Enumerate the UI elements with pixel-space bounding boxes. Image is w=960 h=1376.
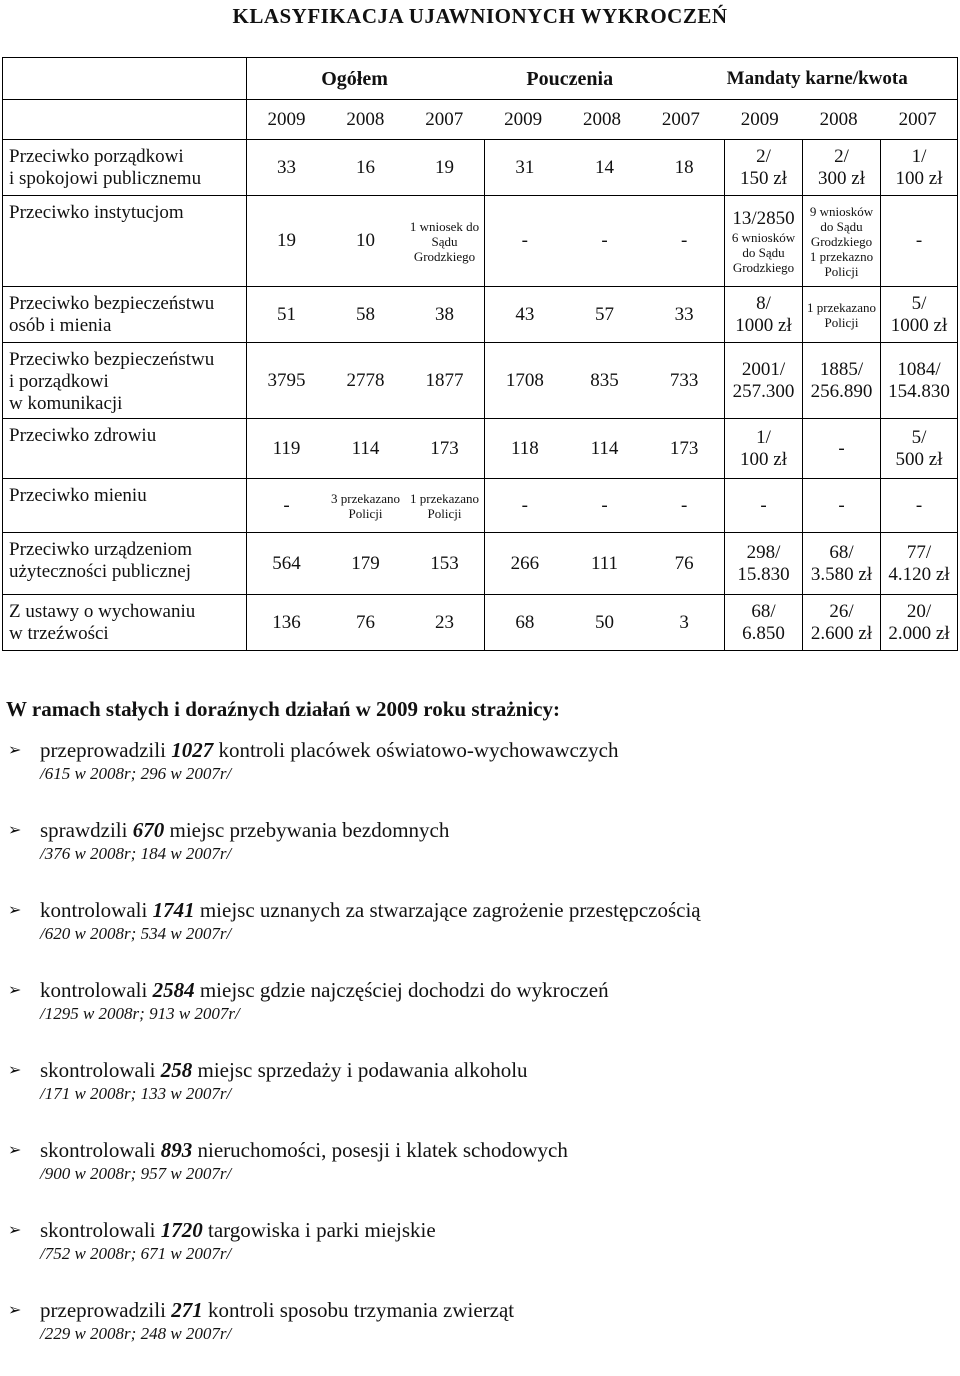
table-row — [3, 533, 958, 595]
pouczenia-cell — [485, 287, 725, 343]
activity-text — [40, 1056, 940, 1084]
table-row — [3, 595, 958, 651]
pouczenia-value: 266 — [510, 552, 540, 574]
mandaty-cell — [881, 595, 958, 651]
category-line: w trzeźwości — [9, 623, 109, 644]
ogolem-values — [247, 304, 484, 326]
pouczenia-value: 33 — [674, 303, 694, 325]
mandaty-line: 6 wniosków do Sądu Grodzkiego — [731, 229, 796, 275]
activity-verb: skontrolowali — [40, 1218, 161, 1242]
pouczenia-values — [485, 612, 724, 634]
mandaty-line: 5/ — [911, 292, 927, 314]
pouczenia-cell — [485, 140, 725, 196]
mandaty-line: 100 zł — [740, 448, 787, 470]
category-line: Przeciwko zdrowiu — [9, 425, 157, 446]
mandaty-cell — [725, 140, 803, 196]
table-row — [3, 343, 958, 419]
row-category — [3, 140, 247, 196]
activity-verb: skontrolowali — [40, 1138, 161, 1162]
activity-text — [40, 1216, 940, 1244]
table-row — [3, 140, 958, 196]
mandaty-line: 2001/ — [741, 358, 786, 380]
activity-count: 893 — [160, 1138, 193, 1162]
mandaty-line: 154.830 — [888, 380, 950, 402]
activity-verb: przeprowadzili — [40, 738, 172, 762]
mandaty-cell — [881, 196, 958, 287]
pouczenia-cell — [485, 595, 725, 651]
activity-count: 670 — [132, 818, 165, 842]
ogolem-value: 76 — [356, 611, 375, 633]
mandaty-line: 3.580 zł — [810, 563, 873, 585]
mandaty-cell — [803, 287, 881, 343]
activity-description: kontroli placówek oświatowo-wychowawczych — [213, 738, 619, 762]
ogolem-value: 173 — [430, 437, 459, 459]
pouczenia-value: - — [601, 230, 608, 251]
category-line: i spokojowi publicznemu — [9, 168, 202, 189]
pouczenia-values — [485, 370, 724, 392]
ogolem-value: 3795 — [267, 369, 306, 391]
year-row — [247, 109, 957, 131]
category-line: Przeciwko porządkowi — [9, 146, 184, 167]
pouczenia-value: 114 — [590, 437, 619, 459]
pouczenia-cell — [485, 419, 725, 479]
mandaty-line: 257.300 — [732, 380, 795, 402]
mandaty-line: 1/ — [756, 426, 771, 448]
pouczenia-value: 18 — [674, 156, 694, 178]
arrow-bullet-icon: ➢ — [8, 1300, 22, 1319]
arrow-bullet-icon: ➢ — [8, 980, 22, 999]
mandaty-cell — [881, 343, 958, 419]
activity-description: kontroli sposobu trzymania zwierząt — [202, 1298, 515, 1322]
activity-count: 2584 — [152, 978, 195, 1002]
activity-previous: /752 w 2008r; 671 w 2007r/ — [40, 1244, 232, 1263]
mandaty-cell — [725, 419, 803, 479]
page-title: KLASYFIKACJA UJAWNIONYCH WYKROCZEŃ — [232, 4, 728, 28]
mandaty-line: 1000 zł — [735, 314, 792, 336]
mandaty-line: 298/ — [746, 541, 781, 563]
violations-table — [2, 57, 958, 651]
mandaty-line: - — [915, 494, 923, 516]
pouczenia-values — [485, 553, 724, 575]
mandaty-cell — [803, 343, 881, 419]
list-item — [0, 1296, 940, 1376]
activity-previous: /620 w 2008r; 534 w 2007r/ — [40, 924, 232, 943]
activity-previous: /615 w 2008r; 296 w 2007r/ — [40, 764, 232, 783]
mandaty-line: 256.890 — [810, 380, 873, 402]
mandaty-line: 2/ — [834, 145, 849, 167]
mandaty-cell — [881, 419, 958, 479]
activity-verb: przeprowadzili — [40, 1298, 172, 1322]
mandaty-cell — [725, 196, 803, 287]
year-2: 2007 — [425, 108, 464, 130]
ogolem-value: 119 — [272, 437, 301, 459]
mandaty-cell — [881, 140, 958, 196]
category-line: osób i mienia — [9, 315, 112, 336]
ogolem-value: 51 — [277, 303, 296, 325]
arrow-bullet-icon: ➢ — [8, 1220, 22, 1239]
year-1: 2008 — [346, 108, 385, 130]
header-corner — [3, 58, 247, 100]
activity-count: 258 — [160, 1058, 193, 1082]
header-group-2: Mandaty karne/kwota — [726, 67, 908, 89]
summary-intro: W ramach stałych i doraźnych działań w 2009 roku strażnicy: — [6, 697, 560, 721]
ogolem-value: 3 przekazano Policji — [331, 490, 400, 521]
year-3: 2009 — [504, 108, 543, 130]
ogolem-cell — [247, 533, 485, 595]
category-line: Przeciwko instytucjom — [9, 202, 184, 223]
activity-verb: sprawdzili — [40, 818, 133, 842]
pouczenia-cell — [485, 196, 725, 287]
category-line: Z ustawy o wychowaniu — [9, 601, 196, 622]
pouczenia-cell — [485, 479, 725, 533]
ogolem-value: 1 wniosek do Sądu Grodzkiego — [409, 218, 480, 264]
mandaty-line: 15.830 — [737, 563, 790, 585]
pouczenia-value: 76 — [674, 552, 694, 574]
pouczenia-cell — [485, 533, 725, 595]
ogolem-cell — [247, 287, 485, 343]
ogolem-cell — [247, 140, 485, 196]
mandaty-cell — [725, 343, 803, 419]
ogolem-values — [247, 612, 484, 634]
mandaty-cell — [881, 287, 958, 343]
ogolem-value: - — [283, 494, 290, 516]
activity-text — [40, 1296, 940, 1324]
mandaty-cell — [881, 479, 958, 533]
ogolem-value: 1 przekazano Policji — [410, 490, 479, 521]
mandaty-cell — [725, 479, 803, 533]
ogolem-value: 10 — [356, 230, 375, 251]
pouczenia-value: 57 — [595, 303, 614, 325]
ogolem-value: 114 — [351, 437, 380, 459]
mandaty-line: - — [838, 494, 845, 516]
arrow-bullet-icon: ➢ — [8, 1060, 22, 1079]
activity-verb: kontrolowali — [40, 898, 153, 922]
mandaty-line: 100 zł — [895, 167, 943, 189]
pouczenia-value: 118 — [510, 437, 539, 459]
pouczenia-value: 3 — [679, 611, 689, 633]
year-4: 2008 — [583, 108, 621, 130]
mandaty-line: 1 przekazno Policji — [809, 248, 874, 279]
ogolem-value: 19 — [435, 156, 454, 178]
year-7: 2008 — [819, 108, 858, 130]
pouczenia-value: - — [681, 494, 688, 516]
arrow-bullet-icon: ➢ — [8, 900, 22, 919]
mandaty-line: 1000 zł — [890, 314, 948, 336]
year-0: 2009 — [267, 108, 306, 130]
mandaty-line: - — [915, 230, 923, 251]
category-line: Przeciwko urządzeniom — [9, 539, 193, 560]
activity-list — [0, 736, 940, 1376]
mandaty-cell — [803, 419, 881, 479]
pouczenia-values — [485, 495, 724, 517]
ogolem-value: 38 — [435, 303, 454, 325]
mandaty-line: 8/ — [756, 292, 771, 314]
ogolem-value: 19 — [277, 230, 296, 251]
ogolem-value: 153 — [430, 552, 459, 574]
ogolem-value: 179 — [351, 552, 380, 574]
year-5: 2007 — [661, 108, 700, 130]
ogolem-cell — [247, 196, 485, 287]
activity-previous: /171 w 2008r; 133 w 2007r/ — [40, 1084, 232, 1103]
pouczenia-value: - — [521, 230, 528, 251]
mandaty-line: 1885/ — [819, 358, 864, 380]
mandaty-cell — [803, 595, 881, 651]
mandaty-line: 13/2850 — [732, 207, 795, 229]
activity-previous: /376 w 2008r; 184 w 2007r/ — [40, 844, 232, 863]
list-item — [0, 896, 940, 976]
mandaty-cell — [803, 140, 881, 196]
mandaty-line: 1 przekazano Policji — [807, 299, 876, 330]
list-item — [0, 1136, 940, 1216]
activity-verb: kontrolowali — [40, 978, 153, 1002]
ogolem-values — [247, 370, 484, 392]
ogolem-value: 564 — [272, 552, 301, 574]
activity-verb: skontrolowali — [40, 1058, 161, 1082]
pouczenia-value: 173 — [669, 437, 699, 459]
ogolem-value: 16 — [356, 156, 375, 178]
ogolem-values — [247, 438, 484, 460]
activity-text — [40, 976, 940, 1004]
row-category — [3, 343, 247, 419]
pouczenia-value: 68 — [515, 611, 535, 633]
ogolem-value: 1877 — [425, 369, 464, 391]
mandaty-cell — [803, 479, 881, 533]
mandaty-line: - — [838, 437, 845, 459]
ogolem-value: 2778 — [346, 369, 385, 391]
mandaty-line: 2.000 zł — [888, 622, 950, 644]
pouczenia-value: 111 — [590, 552, 619, 574]
row-category — [3, 479, 247, 533]
table-row — [3, 419, 958, 479]
activity-text — [40, 816, 940, 844]
pouczenia-value: - — [521, 494, 528, 516]
activity-text — [40, 896, 940, 924]
ogolem-value: 33 — [277, 156, 296, 178]
ogolem-cell — [247, 419, 485, 479]
row-category — [3, 419, 247, 479]
mandaty-line: 26/ — [829, 600, 854, 622]
year-8: 2007 — [898, 108, 937, 130]
header-years — [247, 100, 958, 140]
pouczenia-values — [485, 304, 724, 326]
ogolem-cell — [247, 343, 485, 419]
pouczenia-value: 50 — [595, 611, 614, 633]
header-group-row — [247, 68, 957, 90]
pouczenia-value: 835 — [590, 369, 619, 391]
mandaty-cell — [725, 595, 803, 651]
header-group-1: Pouczenia — [526, 67, 614, 90]
mandaty-line: 300 zł — [818, 167, 865, 189]
activity-description: miejsc przebywania bezdomnych — [164, 818, 450, 842]
category-line: Przeciwko bezpieczeństwu — [9, 349, 215, 370]
activity-description: targowiska i parki miejskie — [202, 1218, 436, 1242]
activity-count: 1741 — [152, 898, 195, 922]
year-6: 2009 — [740, 108, 779, 130]
mandaty-line: 77/ — [906, 541, 932, 563]
mandaty-line: 20/ — [906, 600, 932, 622]
activity-text — [40, 1136, 940, 1164]
ogolem-values — [247, 219, 484, 264]
ogolem-value: 136 — [272, 611, 301, 633]
activity-previous: /229 w 2008r; 248 w 2007r/ — [40, 1324, 232, 1343]
ogolem-values — [247, 157, 484, 179]
mandaty-cell — [881, 533, 958, 595]
mandaty-line: 150 zł — [740, 167, 787, 189]
ogolem-value: 23 — [435, 611, 454, 633]
activity-previous: /1295 w 2008r; 913 w 2007r/ — [40, 1004, 240, 1023]
mandaty-cell — [725, 533, 803, 595]
pouczenia-value: 14 — [595, 156, 614, 178]
pouczenia-values — [485, 230, 724, 252]
mandaty-line: 6.850 — [742, 622, 785, 644]
row-category — [3, 595, 247, 651]
pouczenia-values — [485, 438, 724, 460]
pouczenia-value: - — [601, 494, 608, 516]
pouczenia-cell — [485, 343, 725, 419]
table-row — [3, 287, 958, 343]
arrow-bullet-icon: ➢ — [8, 820, 22, 839]
mandaty-line: 2.600 zł — [810, 622, 873, 644]
category-line: Przeciwko bezpieczeństwu — [9, 293, 215, 314]
mandaty-line: 500 zł — [895, 448, 943, 470]
activity-description: nieruchomości, posesji i klatek schodowych — [192, 1138, 568, 1162]
activity-description: miejsc sprzedaży i podawania alkoholu — [192, 1058, 528, 1082]
row-category — [3, 196, 247, 287]
category-line: użyteczności publicznej — [9, 561, 192, 582]
list-item — [0, 736, 940, 816]
activity-previous: /900 w 2008r; 957 w 2007r/ — [40, 1164, 232, 1183]
mandaty-line: 4.120 zł — [888, 563, 950, 585]
list-item — [0, 816, 940, 896]
mandaty-cell — [803, 196, 881, 287]
mandaty-line: 1084/ — [897, 358, 941, 380]
mandaty-line: 2/ — [756, 145, 771, 167]
activity-count: 1027 — [171, 738, 214, 762]
mandaty-cell — [803, 533, 881, 595]
pouczenia-value: 43 — [515, 303, 535, 325]
activity-text — [40, 736, 940, 764]
activity-count: 1720 — [160, 1218, 203, 1242]
mandaty-line: - — [760, 494, 767, 516]
mandaty-cell — [725, 287, 803, 343]
row-category — [3, 287, 247, 343]
activity-description: miejsc gdzie najczęściej dochodzi do wykroczeń — [194, 978, 609, 1002]
list-item — [0, 976, 940, 1056]
category-line: i porządkowi — [9, 371, 109, 392]
pouczenia-value: 31 — [515, 156, 535, 178]
row-category — [3, 533, 247, 595]
arrow-bullet-icon: ➢ — [8, 740, 22, 759]
activity-description: miejsc uznanych za stwarzające zagrożenie przestępczością — [194, 898, 701, 922]
table-row — [3, 479, 958, 533]
list-item — [0, 1216, 940, 1296]
ogolem-value: 58 — [356, 303, 375, 325]
mandaty-line: 9 wniosków do Sądu Grodzkiego — [809, 203, 874, 249]
category-line: w komunikacji — [9, 393, 123, 414]
header-group-0: Ogółem — [321, 67, 388, 90]
pouczenia-value: 733 — [669, 369, 699, 391]
arrow-bullet-icon: ➢ — [8, 1140, 22, 1159]
mandaty-line: 1/ — [911, 145, 927, 167]
list-item — [0, 1056, 940, 1136]
ogolem-cell — [247, 479, 485, 533]
mandaty-line: 68/ — [829, 541, 854, 563]
table-row — [3, 196, 958, 287]
category-line: Przeciwko mieniu — [9, 485, 147, 506]
ogolem-values — [247, 553, 484, 575]
mandaty-line: 5/ — [911, 426, 927, 448]
ogolem-cell — [247, 595, 485, 651]
header-groups — [247, 58, 958, 100]
header-corner-2 — [3, 100, 247, 140]
ogolem-values — [247, 491, 484, 521]
activity-count: 271 — [171, 1298, 203, 1322]
pouczenia-value: 1708 — [505, 369, 544, 391]
pouczenia-value: - — [681, 230, 688, 251]
pouczenia-values — [485, 157, 724, 179]
mandaty-line: 68/ — [751, 600, 776, 622]
